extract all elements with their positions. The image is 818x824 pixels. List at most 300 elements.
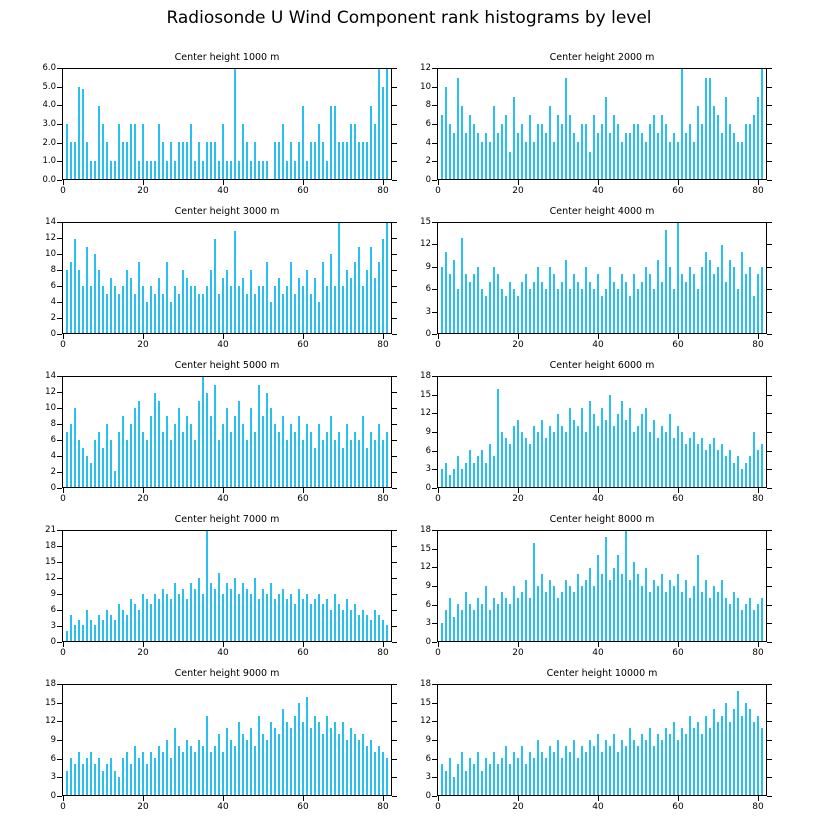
y-axis-tick-label: 3 (425, 464, 431, 475)
histogram-bar (354, 734, 356, 795)
histogram-bar (729, 722, 731, 795)
histogram-bar (461, 106, 463, 179)
y-axis-tick-mark-right (767, 567, 772, 568)
histogram-bar (334, 440, 336, 487)
x-axis-tick-label: 40 (592, 802, 604, 812)
histogram-bar (186, 740, 188, 795)
plot-area (437, 530, 767, 642)
histogram-bar (194, 752, 196, 795)
x-axis-tick-label: 80 (377, 802, 389, 812)
histogram-bar (70, 262, 72, 333)
y-axis-tick-label: 18 (420, 525, 431, 535)
x-axis-tick-mark (598, 488, 599, 493)
y-axis-tick-label: 3 (50, 621, 56, 631)
histogram-bar (218, 161, 220, 179)
histogram-bar (98, 615, 100, 641)
histogram-bar (114, 471, 116, 487)
histogram-bar (266, 740, 268, 795)
histogram-bar (362, 142, 364, 179)
chart-panel (4, 52, 406, 206)
y-axis-tick-label: 0 (50, 483, 56, 493)
histogram-bar (541, 752, 543, 795)
panel-title: Center height 2000 m (549, 52, 655, 63)
histogram-bar (625, 746, 627, 795)
histogram-bar (453, 617, 455, 641)
histogram-bar (605, 97, 607, 180)
histogram-bar (118, 294, 120, 333)
histogram-bar (641, 586, 643, 641)
x-axis-tick-label: 40 (592, 494, 604, 504)
x-axis-tick-mark (598, 796, 599, 801)
histogram-bar (593, 414, 595, 487)
x-axis-tick-label: 80 (377, 494, 389, 504)
histogram-bar (621, 401, 623, 487)
histogram-bar (701, 267, 703, 333)
histogram-bar (98, 106, 100, 179)
histogram-bar (457, 764, 459, 795)
panel-title: Center height 8000 m (549, 514, 655, 525)
histogram-bar (166, 594, 168, 641)
histogram-bar (198, 578, 200, 641)
histogram-bar (557, 740, 559, 795)
y-axis-tick-mark (57, 334, 62, 335)
histogram-bar (74, 142, 76, 179)
panel-title: Center height 3000 m (174, 206, 280, 217)
histogram-bar (637, 124, 639, 179)
histogram-bar (485, 758, 487, 795)
histogram-bar (525, 580, 527, 641)
x-axis-tick-label: 20 (137, 494, 149, 504)
histogram-bar (657, 586, 659, 641)
x-axis-tick-mark (438, 796, 439, 801)
histogram-bar (689, 124, 691, 179)
histogram-bar (725, 456, 727, 487)
x-axis-tick-mark (223, 642, 224, 647)
histogram-bar (761, 728, 763, 795)
histogram-bar (569, 752, 571, 795)
histogram-bar (605, 740, 607, 795)
histogram-bar (326, 432, 328, 487)
histogram-bar (697, 289, 699, 333)
histogram-bar (282, 589, 284, 641)
histogram-bar (593, 115, 595, 179)
histogram-bar (350, 124, 352, 179)
histogram-bar (741, 469, 743, 487)
histogram-bar (597, 133, 599, 179)
histogram-bar (374, 752, 376, 795)
histogram-bar (473, 274, 475, 333)
x-axis-tick-label: 0 (60, 340, 66, 350)
y-axis-tick-mark (57, 562, 62, 563)
histogram-bar (350, 278, 352, 333)
y-axis-tick-label: 5.0 (42, 81, 56, 92)
y-axis-tick-mark-right (767, 267, 772, 268)
y-axis-tick-label: 8 (50, 265, 56, 275)
y-axis-tick-label: 6 (425, 599, 431, 610)
y-axis-tick-label: 9 (425, 581, 431, 591)
histogram-bar (501, 432, 503, 487)
histogram-bar (609, 267, 611, 333)
histogram-bar (230, 161, 232, 179)
y-axis-tick-label: 6 (425, 284, 431, 295)
histogram-bar (362, 610, 364, 641)
histogram-bar (617, 289, 619, 333)
histogram-bar (194, 440, 196, 487)
histogram-bar (669, 414, 671, 487)
y-axis-tick-mark (57, 424, 62, 425)
histogram-bar (178, 294, 180, 333)
histogram-bar (441, 267, 443, 333)
y-axis-tick-label: 12 (420, 562, 431, 573)
x-axis-tick-label: 40 (217, 494, 229, 504)
y-axis-tick-mark-right (767, 68, 772, 69)
y-axis-tick-mark-right (767, 721, 772, 722)
histogram-bar (533, 543, 535, 641)
histogram-bar (162, 432, 164, 487)
histogram-bar (250, 408, 252, 487)
x-axis-tick-mark (758, 334, 759, 339)
histogram-bar (617, 752, 619, 795)
histogram-bar (517, 598, 519, 641)
y-axis-tick-mark (57, 721, 62, 722)
histogram-bar (645, 568, 647, 641)
histogram-bar (154, 294, 156, 333)
histogram-bar (346, 270, 348, 333)
histogram-bar (202, 294, 204, 333)
histogram-bar (677, 223, 679, 333)
histogram-bar (238, 286, 240, 333)
histogram-bar (246, 440, 248, 487)
x-axis-tick-mark (518, 488, 519, 493)
histogram-bar (78, 752, 80, 795)
histogram-bar (94, 161, 96, 179)
histogram-bar (653, 580, 655, 641)
histogram-bar (717, 267, 719, 333)
histogram-bar (713, 586, 715, 641)
histogram-bar (182, 589, 184, 641)
histogram-bar (186, 599, 188, 641)
y-axis-tick-label: 0 (50, 329, 56, 339)
histogram-bar (186, 278, 188, 333)
histogram-bar (709, 728, 711, 795)
histogram-bar (729, 604, 731, 641)
y-axis-tick-mark (432, 289, 437, 290)
x-axis-tick-mark (518, 796, 519, 801)
y-axis-tick-label: 2 (50, 313, 56, 323)
histogram-bar (258, 385, 260, 487)
histogram-bar (182, 270, 184, 333)
histogram-bar (709, 78, 711, 179)
x-axis-tick-mark (303, 488, 304, 493)
histogram-bar (757, 604, 759, 641)
histogram-bar (222, 594, 224, 641)
histogram-bar (529, 115, 531, 179)
plot-area (62, 68, 392, 180)
histogram-bar (701, 124, 703, 179)
x-axis-tick-label: 40 (217, 802, 229, 812)
histogram-bar (761, 267, 763, 333)
histogram-bar (162, 589, 164, 641)
histogram-bar (669, 734, 671, 795)
histogram-bar (757, 716, 759, 795)
histogram-bar (214, 385, 216, 487)
histogram-bar (174, 583, 176, 641)
y-axis-tick-mark-right (767, 549, 772, 550)
histogram-bar (521, 282, 523, 333)
histogram-bar (533, 426, 535, 487)
histogram-bar (318, 722, 320, 795)
x-axis-tick-label: 0 (60, 494, 66, 504)
x-axis-tick-label: 0 (435, 802, 441, 812)
bar-series (63, 223, 391, 333)
panel-title: Center height 7000 m (174, 514, 280, 525)
histogram-bar (493, 267, 495, 333)
y-axis-tick-mark (57, 642, 62, 643)
histogram-bar (665, 728, 667, 795)
histogram-bar (262, 734, 264, 795)
y-axis-tick-mark (432, 759, 437, 760)
histogram-bar (118, 777, 120, 795)
histogram-bar (130, 424, 132, 487)
histogram-bar (733, 267, 735, 333)
histogram-bar (114, 161, 116, 179)
y-axis-tick-mark (57, 180, 62, 181)
histogram-bar (761, 69, 763, 179)
y-axis-tick-label: 14 (45, 217, 56, 227)
histogram-bar (170, 302, 172, 333)
y-axis-tick-mark (57, 143, 62, 144)
histogram-bar (705, 580, 707, 641)
histogram-bar (298, 416, 300, 487)
histogram-bar (577, 426, 579, 487)
histogram-bar (585, 580, 587, 641)
histogram-bar (685, 133, 687, 179)
histogram-bar (481, 142, 483, 179)
histogram-bar (589, 152, 591, 180)
histogram-bar (266, 161, 268, 179)
histogram-bar (334, 722, 336, 795)
histogram-bar (306, 594, 308, 641)
histogram-bar (286, 286, 288, 333)
histogram-bar (278, 594, 280, 641)
histogram-bar (733, 133, 735, 179)
y-axis-tick-label: 15 (420, 217, 431, 227)
histogram-bar (489, 764, 491, 795)
histogram-bar (178, 746, 180, 795)
histogram-bar (733, 709, 735, 795)
histogram-bar (613, 282, 615, 333)
histogram-bar (537, 267, 539, 333)
histogram-bar (310, 604, 312, 641)
histogram-bar (118, 604, 120, 641)
histogram-bar (214, 239, 216, 333)
histogram-bar (689, 267, 691, 333)
histogram-bar (749, 598, 751, 641)
histogram-bar (234, 578, 236, 641)
histogram-bar (465, 274, 467, 333)
y-axis-tick-mark-right (767, 87, 772, 88)
histogram-bar (493, 456, 495, 487)
histogram-bar (461, 752, 463, 795)
x-axis-tick-mark (518, 334, 519, 339)
y-axis-tick-mark-right (767, 376, 772, 377)
histogram-bar (94, 764, 96, 795)
y-axis-tick-label: 6 (50, 605, 56, 615)
bar-series (63, 377, 391, 487)
histogram-bar (146, 764, 148, 795)
histogram-bar (194, 286, 196, 333)
histogram-bar (174, 161, 176, 179)
histogram-bar (234, 746, 236, 795)
histogram-bar (629, 728, 631, 795)
histogram-bar (198, 294, 200, 333)
histogram-bar (669, 267, 671, 333)
y-axis-tick-mark (432, 180, 437, 181)
histogram-bar (342, 142, 344, 179)
histogram-bar (110, 161, 112, 179)
histogram-bar (585, 267, 587, 333)
histogram-bar (298, 278, 300, 333)
histogram-bar (170, 758, 172, 795)
histogram-bar (158, 124, 160, 179)
bar-series (438, 69, 766, 179)
histogram-bar (314, 448, 316, 487)
x-axis-tick-mark (223, 796, 224, 801)
y-axis-tick-mark (57, 594, 62, 595)
histogram-bar (509, 764, 511, 795)
histogram-bar (649, 728, 651, 795)
histogram-bar (290, 424, 292, 487)
y-axis-tick-mark (57, 440, 62, 441)
histogram-bar (573, 274, 575, 333)
histogram-bar (477, 267, 479, 333)
histogram-bar (633, 432, 635, 487)
histogram-bar (613, 568, 615, 641)
histogram-bar (477, 752, 479, 795)
histogram-bar (465, 592, 467, 641)
y-axis-tick-label: 0 (425, 483, 431, 493)
x-axis-tick-label: 20 (137, 802, 149, 812)
x-axis-tick-mark (438, 642, 439, 647)
histogram-bar (481, 771, 483, 795)
x-axis-tick-label: 20 (512, 802, 524, 812)
histogram-bar (246, 740, 248, 795)
histogram-bar (597, 274, 599, 333)
histogram-bar (545, 289, 547, 333)
panel-title: Center height 5000 m (174, 360, 280, 371)
y-axis-tick-mark (432, 684, 437, 685)
histogram-bar (725, 598, 727, 641)
x-axis-tick-label: 60 (672, 648, 684, 658)
histogram-bar (202, 377, 204, 487)
histogram-bar (701, 438, 703, 487)
histogram-bar (338, 223, 340, 333)
histogram-bar (449, 274, 451, 333)
histogram-bar (78, 270, 80, 333)
histogram-bar (629, 296, 631, 333)
histogram-bar (154, 161, 156, 179)
histogram-bar (346, 142, 348, 179)
x-axis-tick-mark (143, 488, 144, 493)
y-axis-tick-label: 12 (420, 239, 431, 250)
histogram-bar (613, 734, 615, 795)
histogram-bar (573, 592, 575, 641)
x-axis-tick-mark (223, 180, 224, 185)
histogram-bar (609, 395, 611, 487)
y-axis-tick-mark-right (767, 469, 772, 470)
histogram-bar (609, 746, 611, 795)
x-axis-tick-mark (63, 796, 64, 801)
histogram-bar (206, 142, 208, 179)
histogram-bar (525, 274, 527, 333)
y-axis-tick-mark (432, 124, 437, 125)
histogram-bar (493, 106, 495, 179)
histogram-bar (677, 426, 679, 487)
x-axis-tick-label: 40 (592, 648, 604, 658)
histogram-bar (689, 716, 691, 795)
histogram-bar (330, 610, 332, 641)
histogram-bar (645, 408, 647, 487)
y-axis-tick-mark-right (767, 642, 772, 643)
panel-title: Center height 10000 m (546, 668, 658, 679)
histogram-bar (657, 438, 659, 487)
histogram-bar (621, 740, 623, 795)
histogram-bar (334, 106, 336, 179)
histogram-bar (362, 416, 364, 487)
histogram-bar (102, 124, 104, 179)
histogram-bar (717, 450, 719, 487)
x-axis-tick-label: 60 (297, 494, 309, 504)
histogram-bar (549, 267, 551, 333)
histogram-bar (569, 586, 571, 641)
histogram-bar (286, 599, 288, 641)
histogram-bar (585, 752, 587, 795)
histogram-bar (673, 438, 675, 487)
histogram-bar (505, 438, 507, 487)
histogram-bar (194, 161, 196, 179)
y-axis-tick-mark (432, 244, 437, 245)
x-axis-tick-label: 60 (672, 802, 684, 812)
y-axis-tick-label: 3 (425, 306, 431, 317)
x-axis-tick-mark (758, 180, 759, 185)
histogram-bar (206, 531, 208, 641)
histogram-bar (469, 604, 471, 641)
histogram-bar (102, 620, 104, 641)
x-axis-tick-label: 0 (60, 186, 66, 196)
histogram-bar (322, 142, 324, 179)
histogram-bar (330, 106, 332, 179)
histogram-bar (581, 408, 583, 487)
histogram-bar (449, 598, 451, 641)
histogram-bar (517, 758, 519, 795)
x-axis-tick-mark (598, 180, 599, 185)
histogram-bar (457, 78, 459, 179)
x-axis-tick-mark (758, 488, 759, 493)
y-axis-tick-mark (432, 530, 437, 531)
histogram-bar (246, 142, 248, 179)
histogram-bar (465, 463, 467, 487)
histogram-bar (561, 592, 563, 641)
y-axis-tick-label: 0 (50, 637, 56, 647)
histogram-bar (605, 420, 607, 487)
y-axis-tick-label: 0 (425, 329, 431, 339)
histogram-bar (330, 728, 332, 795)
histogram-bar (362, 734, 364, 795)
histogram-bar (198, 142, 200, 179)
histogram-bar (641, 734, 643, 795)
histogram-bar (154, 393, 156, 487)
histogram-bar (725, 703, 727, 795)
